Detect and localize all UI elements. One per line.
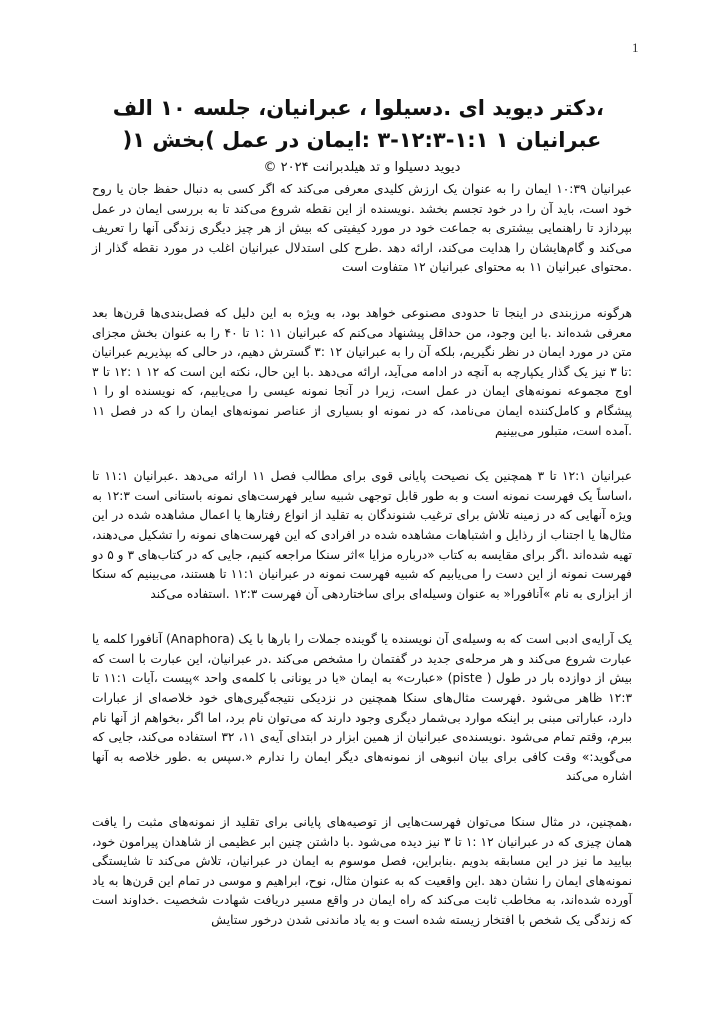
paragraph-4: یک آرایه‌ی ادبی است که به وسیله‌ی آن نویسنده یا گوینده جملات را بارها با یک (Anaphora) آنافورا کلمه یا عبارت شروع می‌کند و هر مرحله‌ی جدید در گفتمان را مشخص می‌کند .در عبرانیان، این عبارت با است که بیش از دوازده بار در طول ( piste) «عبارت» به ایمان «یا در یونانی با کلمه‌ی واحد »پیست ،آیات ۱۱:۱ تا ۱۲:۳ ظاهر می‌شود .فهرست مثال‌های سنکا همچنین در نزدیکی نتیجه‌گیری‌های خود خلاصه‌ای از عبارات دارد، عباراتی مبنی بر اینکه موارد بی‌شمار دیگری وجود دارند که می‌توان نام برد، اما اگر ،بخواهم از آنها نام ببرم، وقتم تمام می‌شود .نویسنده‌ی عبرانیان از همین ابزار در ابتدای آیه‌ی ۱۱، ۳۲ استفاده می‌کند، جایی که می‌گوید:» وقت کافی برای بیان انبوهی از نمونه‌های دیگر ایمان را ندارم «.سپس به .طور خلاصه به آنها اشاره می‌کند (92, 632, 633, 784)
title-line-1: ،دکتر دیوید ای .دسیلوا ، عبرانیان، جلسه ۱۰ الف (112, 96, 604, 120)
paragraph-5: ،همچنین، در مثال سنکا می‌توان فهرست‌هایی از توصیه‌های پایانی برای تقلید از نمونه‌های مثبت را یافت همان چیزی که در عبرانیان ۱۲ :۱ تا ۳ نیز دیده می‌شود .با داشتن چنین ابر عظیمی از شاهدان پیرامون خود، بیایید ما نیز در این مسابقه بدویم .بنابراین، فصل موسوم به ایمان در عبرانیان، تلاش می‌کند تا شایستگی نمونه‌های ایمان را نشان دهد .این واقعیت که به عنوان مثال، نوح، ابراهیم و موسی در تمام این قرن‌ها به یاد آورده شده‌اند، به مخاطب ثابت می‌کند که راه ایمان در واقع مسیر دریافت شهادت شخصیت .خداوند است که زندگی یک شخص با افتخار زیسته شده است و به یاد ماندنی شدن درخور ستایش (92, 815, 632, 927)
paragraph-2: هرگونه مرزبندی در اینجا تا حدودی مصنوعی خواهد بود، به ویژه به این دلیل که فصل‌بندی‌ها قرن‌ها بعد معرفی شده‌اند .با این وجود، من حداقل پیشنهاد می‌کنم که عبرانیان ۱۱ :۱ تا ۴۰ را به عنوان بخش مجزای متن در مورد ایمان در نظر نگیریم، بلکه آن را به عبرانیان ۱۲ :۳ گسترش دهیم، در حالی که بپذیریم عبرانیان :تا ۳ نیز یک گذار یکپارچه به آنچه در ادامه می‌آید، ارائه می‌دهد .با این حال، نکته این است که ۱۲ ۱ :۱۲ تا ۳ اوج مجموعه نمونه‌های ایمان در عمل است، زیرا در آنجا نمونه عیسی را می‌یابیم، که نویسنده او را ۱ پیشگام و کامل‌کننده ایمان می‌نامد، که در نمونه او بسیاری از عناصر نمونه‌های ایمان را که در فصل ۱۱ .آمده است، متبلور می‌بینیم (92, 305, 633, 438)
title-line-2: عبرانیان ۱ ۱:۱-۱۲:۳-۳ :ایمان در عمل )بخش ۱( (122, 128, 602, 152)
paragraph-3: عبرانیان ۱۲:۱ تا ۳ همچنین یک نصیحت پایانی قوی برای مطالب فصل ۱۱ ارائه می‌دهد .عبرانیان ۱۱:۱ تا ،اساساً یک فهرست نمونه است و به طور قابل توجهی شبیه سایر فهرست‌های نمونه باستانی است ۱۲:۳ به ویژه آنهایی که در زمینه تلاش برای ترغیب شنوندگان به تقلید از انواع رفتارها یا اعمال مشاهده شده در این مثال‌ها یا اجتناب از رذایل و اشتباهات مشاهده شده در افرادی که این فهرست‌های نمونه را تشکیل می‌دهند، تهیه شده‌اند .اگر برای مقایسه به کتاب «درباره مزایا »اثر سنکا مراجعه کنیم، جایی که در کتاب‌های ۳ و ۵ دو فهرست نمونه از این دست را می‌یابیم که شبیه فهرست نمونه در عبرانیان ۱۱:۱ تا هستند، می‌بینیم که سنکا از ابزاری به نام »آنافورا« به عنوان وسیله‌ای برای ساختاردهی آن فهرست ۱۲:۳ .استفاده می‌کند (92, 469, 633, 601)
document-body (92, 180, 632, 957)
paragraph-1: عبرانیان ۱۰:۳۹ ایمان را به عنوان یک ارزش کلیدی معرفی می‌کند که اگر کسی به دنبال حفظ جان یا روح خود است، باید آن را در خود تجسم بخشد .نویسنده از این نقطه شروع می‌کند تا به بررسی ایمان در عمل بپردازد تا راهنمایی بیشتری به جماعت خود در مورد کیفیتی که بیش از هر چیز دیگری زندگی آنها را تعریف می‌کند و گام‌هایشان را هدایت می‌کند، ارائه دهد .طرح کلی استدلال عبرانیان اغلب در مورد نقطه گذار از .محتوای عبرانیان ۱۱ به محتوای عبرانیان ۱۲ متفاوت است (92, 182, 633, 275)
page-number: 1 (632, 40, 639, 55)
author-line: دیوید دسیلوا و تد هیلدبرانت ۲۰۲۴ © (263, 160, 461, 175)
title-block (112, 92, 604, 178)
